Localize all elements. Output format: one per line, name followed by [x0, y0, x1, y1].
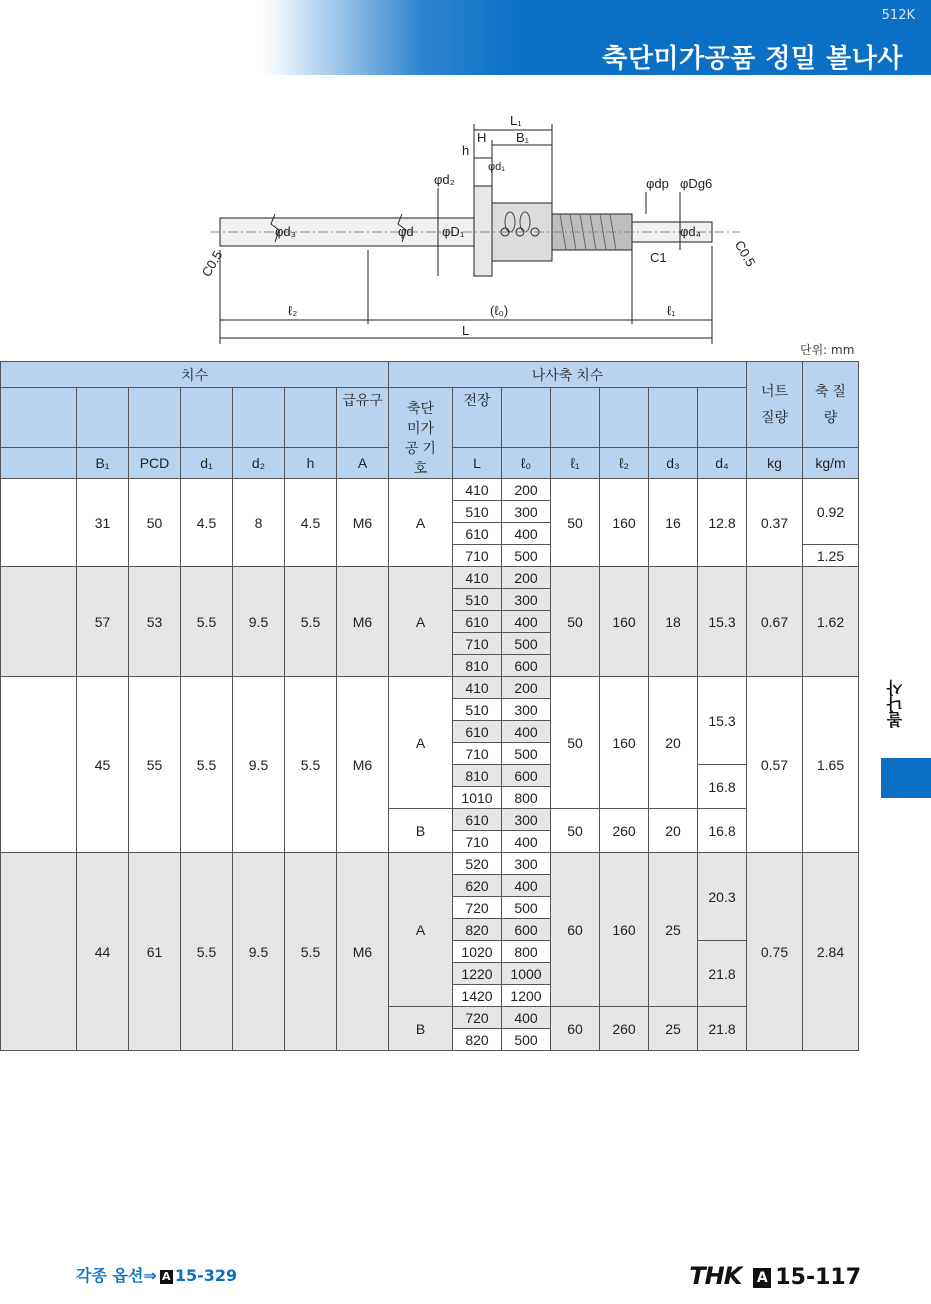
table-cell: 25: [649, 1007, 698, 1051]
table-cell: 820: [453, 1029, 502, 1051]
table-row: [1, 853, 859, 875]
ball-screw-drawing: [180, 110, 770, 350]
table-cell: 0.75: [747, 853, 803, 1051]
table-cell: 5.5: [285, 567, 337, 677]
col-d1: d₁: [181, 447, 233, 478]
table-cell: 510: [453, 589, 502, 611]
table-cell: 810: [453, 765, 502, 787]
table-cell: 50: [551, 809, 600, 853]
table-cell: 720: [453, 897, 502, 919]
col-h: h: [285, 447, 337, 478]
dim-l1: ℓ₁: [667, 303, 676, 318]
table-cell: 1.25: [803, 545, 859, 567]
table-cell: 260: [600, 1007, 649, 1051]
dim-D1: φD₁: [442, 224, 465, 239]
table-cell: 1000: [502, 963, 551, 985]
table-cell: 53: [129, 567, 181, 677]
table-cell: 15.3: [698, 567, 747, 677]
table-row: [1, 567, 859, 589]
table-cell: 520: [453, 853, 502, 875]
table-cell: 160: [600, 479, 649, 567]
dim-d1: φd₁: [488, 161, 505, 173]
dim-B1: B₁: [516, 130, 530, 145]
page-title: 축단미가공품 정밀 볼나사: [602, 44, 903, 74]
table-cell: 0.92: [803, 479, 859, 545]
table-cell: 25: [649, 853, 698, 1007]
table-cell: 16: [649, 479, 698, 567]
table-cell: B: [389, 809, 453, 853]
table-cell: 160: [600, 567, 649, 677]
header-screw-dims: 나사축 치수: [389, 362, 747, 388]
table-cell: 800: [502, 787, 551, 809]
table-cell: 720: [453, 1007, 502, 1029]
table-cell: 5.5: [181, 567, 233, 677]
table-cell: 400: [502, 721, 551, 743]
table-cell: 55: [129, 677, 181, 853]
table-cell: 60: [551, 1007, 600, 1051]
table-cell: 710: [453, 743, 502, 765]
table-cell: 200: [502, 677, 551, 699]
table-cell: 20.3: [698, 853, 747, 941]
col-kg: kg: [747, 447, 803, 478]
table-cell: 1.65: [803, 677, 859, 853]
table-cell: 410: [453, 567, 502, 589]
dim-L: L: [462, 323, 470, 338]
table-cell: 12.8: [698, 479, 747, 567]
table-cell: 1020: [453, 941, 502, 963]
table-cell: M6: [337, 853, 389, 1051]
table-cell: 260: [600, 809, 649, 853]
table-cell: 61: [129, 853, 181, 1051]
table-cell: 410: [453, 479, 502, 501]
header-length: 전장: [453, 388, 502, 448]
table-cell: 0.37: [747, 479, 803, 567]
table-cell: A: [389, 479, 453, 567]
col-d2: d₂: [233, 447, 285, 478]
section-a-icon: A: [160, 1270, 173, 1284]
dim-l2: ℓ₂: [288, 303, 298, 318]
spec-table-wrap: [0, 361, 859, 1051]
table-cell: 2.84: [803, 853, 859, 1051]
section-a-icon: A: [753, 1268, 771, 1288]
thk-logo: THK: [689, 1262, 742, 1290]
dim-d: φd: [398, 224, 414, 239]
table-cell: 0.57: [747, 677, 803, 853]
table-cell: 9.5: [233, 677, 285, 853]
dim-chamfer-left: C0.5: [198, 248, 226, 280]
table-cell: 400: [502, 875, 551, 897]
table-cell: M6: [337, 677, 389, 853]
model-number: 512K: [881, 8, 915, 23]
side-section-label: 볼나사: [886, 680, 905, 728]
header-lube: 급유구: [337, 388, 389, 448]
table-cell: 300: [502, 699, 551, 721]
table-cell: 800: [502, 941, 551, 963]
table-cell: M6: [337, 479, 389, 567]
dim-chamfer-right: C0.5: [731, 237, 759, 270]
spec-table: [0, 361, 859, 1051]
table-cell: 710: [453, 545, 502, 567]
side-tab-marker: [881, 758, 931, 798]
table-cell: 50: [551, 677, 600, 809]
table-cell: 600: [502, 655, 551, 677]
table-cell: 710: [453, 831, 502, 853]
table-cell: 620: [453, 875, 502, 897]
table-cell: 820: [453, 919, 502, 941]
col-d3: d₃: [649, 447, 698, 478]
table-cell: 50: [551, 567, 600, 677]
page-footer: [689, 1262, 861, 1290]
table-cell: 21.8: [698, 1007, 747, 1051]
table-cell: 610: [453, 809, 502, 831]
dim-L1: L₁: [510, 113, 522, 128]
table-cell: 500: [502, 897, 551, 919]
table-cell: A: [389, 853, 453, 1007]
dim-h: h: [462, 143, 470, 158]
table-cell: 50: [551, 479, 600, 567]
table-cell: 160: [600, 853, 649, 1007]
options-link[interactable]: 각종 옵션⇒ A 15-329: [76, 1266, 238, 1285]
table-cell: 20: [649, 809, 698, 853]
dim-C1: C1: [650, 250, 667, 265]
table-cell: 21.8: [698, 941, 747, 1007]
col-B1: B₁: [77, 447, 129, 478]
table-cell: 16.8: [698, 809, 747, 853]
header-shaft-code: 축단 미가공 기호: [389, 388, 453, 479]
col-L: L: [453, 447, 502, 478]
table-cell: 45: [77, 677, 129, 853]
table-cell: M6: [337, 567, 389, 677]
table-cell: 9.5: [233, 567, 285, 677]
table-cell: 600: [502, 765, 551, 787]
table-cell: 44: [77, 853, 129, 1051]
table-cell: 1220: [453, 963, 502, 985]
table-cell: 4.5: [285, 479, 337, 567]
header-shaft-mass: 축 질량: [803, 362, 859, 448]
table-cell: 20: [649, 677, 698, 809]
table-cell: 500: [502, 743, 551, 765]
table-cell: 610: [453, 721, 502, 743]
table-cell: 300: [502, 809, 551, 831]
table-cell: 410: [453, 677, 502, 699]
table-cell: 57: [77, 567, 129, 677]
table-cell: 50: [129, 479, 181, 567]
table-cell: 1010: [453, 787, 502, 809]
table-cell: 31: [77, 479, 129, 567]
page-number: 15-117: [775, 1265, 861, 1290]
table-cell: 5.5: [285, 853, 337, 1051]
table-cell: 510: [453, 501, 502, 523]
table-cell: 160: [600, 677, 649, 809]
table-cell: 400: [502, 523, 551, 545]
table-cell: 810: [453, 655, 502, 677]
dim-d3: φd₃: [275, 224, 296, 239]
table-cell: 9.5: [233, 853, 285, 1051]
table-cell: 200: [502, 479, 551, 501]
table-cell: 510: [453, 699, 502, 721]
table-cell: 400: [502, 831, 551, 853]
table-cell: 400: [502, 611, 551, 633]
header-dimensions: 치수: [1, 362, 389, 388]
dim-d2: φd₂: [434, 172, 455, 187]
table-row: [1, 479, 859, 501]
dim-l0: (ℓ₀): [490, 303, 509, 318]
table-cell: 1.62: [803, 567, 859, 677]
header-bar: [0, 0, 931, 75]
col-l1: ℓ₁: [551, 447, 600, 478]
table-cell: 5.5: [181, 853, 233, 1051]
table-cell: 5.5: [285, 677, 337, 853]
table-cell: 600: [502, 919, 551, 941]
table-cell: 710: [453, 633, 502, 655]
table-cell: 610: [453, 611, 502, 633]
unit-note: 단위: mm: [800, 343, 855, 357]
dim-d4: φd₄: [680, 224, 701, 239]
table-row: [1, 677, 859, 699]
col-kgm: kg/m: [803, 447, 859, 478]
table-cell: 300: [502, 853, 551, 875]
table-cell: A: [389, 677, 453, 809]
header-blank: [1, 388, 77, 448]
col-blank: [1, 447, 77, 478]
table-cell: 60: [551, 853, 600, 1007]
table-cell: B: [389, 1007, 453, 1051]
table-cell: 4.5: [181, 479, 233, 567]
dim-dp: φdp: [646, 176, 669, 191]
col-d4: d₄: [698, 447, 747, 478]
table-cell: 300: [502, 501, 551, 523]
table-cell: 500: [502, 1029, 551, 1051]
table-cell: A: [389, 567, 453, 677]
header-nut-mass: 너트 질량: [747, 362, 803, 448]
dim-H: H: [477, 130, 487, 145]
col-PCD: PCD: [129, 447, 181, 478]
table-cell: 400: [502, 1007, 551, 1029]
table-cell: 16.8: [698, 765, 747, 809]
table-cell: 1200: [502, 985, 551, 1007]
table-cell: 8: [233, 479, 285, 567]
table-cell: 15.3: [698, 677, 747, 765]
table-cell: 0.67: [747, 567, 803, 677]
col-l0: ℓ₀: [502, 447, 551, 478]
table-cell: 18: [649, 567, 698, 677]
table-cell: 610: [453, 523, 502, 545]
table-cell: 1420: [453, 985, 502, 1007]
table-cell: 500: [502, 545, 551, 567]
table-cell: 300: [502, 589, 551, 611]
col-l2: ℓ₂: [600, 447, 649, 478]
table-cell: 5.5: [181, 677, 233, 853]
table-cell: 200: [502, 567, 551, 589]
dim-Dg6: φDg6: [680, 176, 713, 191]
table-cell: 500: [502, 633, 551, 655]
col-A: A: [337, 447, 389, 478]
